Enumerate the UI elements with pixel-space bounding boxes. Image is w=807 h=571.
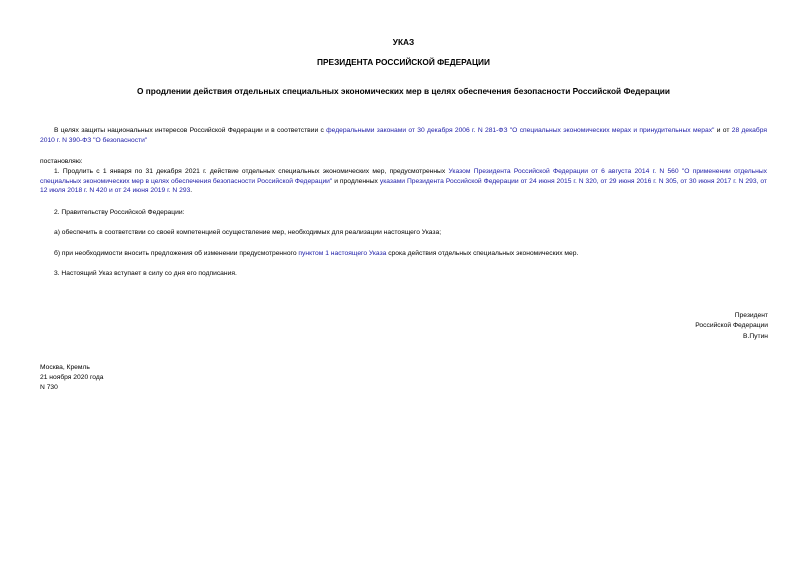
- item-2b-text: б) при необходимости вносить предложения об изменении предусмотренного: [54, 250, 299, 257]
- item-2b-paragraph: [54, 249, 578, 259]
- footer-number: N 730: [40, 384, 58, 391]
- item-2: 2. Правительству Российской Федерации:: [54, 209, 185, 216]
- footer-place: Москва, Кремль: [40, 364, 90, 371]
- item-1-paragraph: [40, 167, 767, 196]
- item-3: 3. Настоящий Указ вступает в силу со дня его подписания.: [54, 270, 237, 277]
- extension-decrees-link[interactable]: указами Президента Российской Федерации от 24 июня 2015 г. N 320, от 29 июня 2016 г. N 305, от 30 июня 2017 г. N 293, от 12 июля 2018 г. N 420 и от 24 июня 2019 г. N 293: [40, 177, 767, 195]
- item-1-text-2: и продленных: [332, 177, 380, 185]
- preamble-text-2: и от: [714, 127, 732, 134]
- signature-org: Российской Федерации: [695, 322, 768, 329]
- decree-560-link[interactable]: Указом Президента Российской Федерации от 6 августа 2014 г. N 560 "О применении отдельных специальных экономических мер в целях обеспечения безопасности Российской Федерации": [40, 168, 767, 185]
- point-1-link[interactable]: пунктом 1 настоящего Указа: [298, 250, 387, 257]
- decree-word: постановляю:: [40, 158, 83, 165]
- signature-title: Президент: [734, 312, 768, 319]
- item-2a: а) обеспечить в соответствии со своей компетенцией осуществление мер, необходимых для реализации настоящего Указа;: [54, 229, 442, 236]
- item-1-text-3: .: [190, 187, 193, 195]
- doc-subtitle: ПРЕЗИДЕНТА РОССИЙСКОЙ ФЕДЕРАЦИИ: [317, 57, 490, 67]
- federal-laws-link[interactable]: федеральными законами от 30 декабря 2006 г. N 281-ФЗ "О специальных экономических мерах и принудительных мерах": [326, 127, 715, 134]
- footer-date: 21 ноября 2020 года: [40, 374, 104, 381]
- item-1-text: 1. Продлить с 1 января по 31 декабря 2021 г. действие отдельных специальных экономических мер, предусмотренных: [54, 168, 449, 175]
- signature-name: В.Путин: [743, 333, 768, 340]
- item-2b-text-2: срока действия отдельных специальных экономических мер.: [386, 250, 579, 257]
- preamble-text: В целях защиты национальных интересов Российской Федерации и в соответствии с: [54, 127, 327, 134]
- doc-title: УКАЗ: [392, 37, 415, 47]
- preamble-paragraph: [40, 126, 767, 145]
- doc-heading: О продлении действия отдельных специальных экономических мер в целях обеспечения безопасности Российской Федерации: [136, 86, 671, 96]
- security-law-link[interactable]: 28 декабря 2010 г. N 390-ФЗ "О безопасности": [40, 127, 767, 144]
